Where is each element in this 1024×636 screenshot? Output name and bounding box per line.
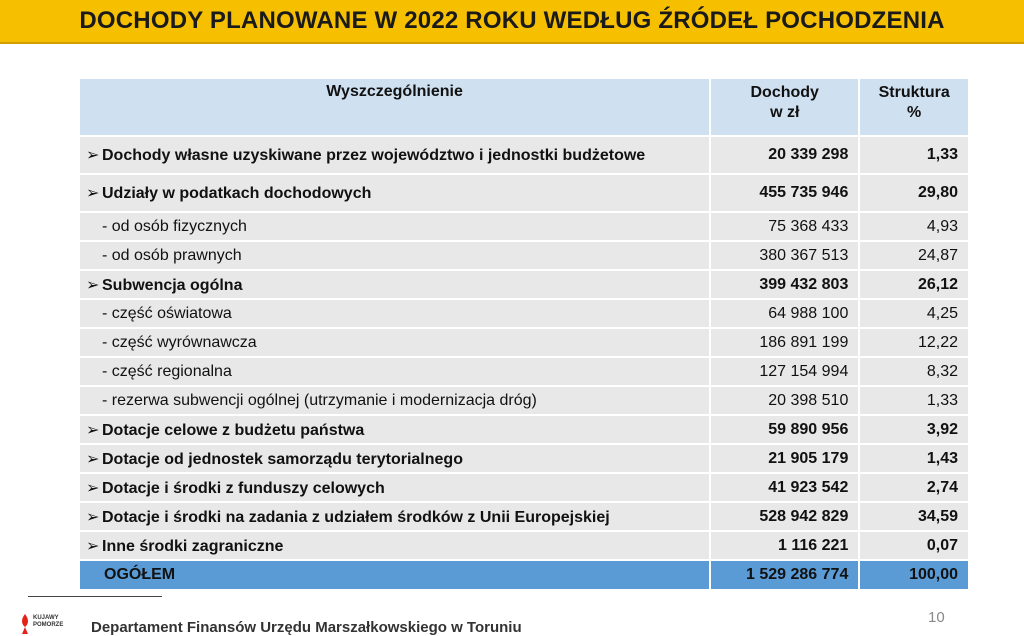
row-amount: 20 398 510 (710, 386, 859, 415)
table-row (80, 357, 969, 386)
table-row (80, 531, 969, 560)
row-share: 26,12 (859, 270, 969, 299)
footer-divider (28, 596, 162, 597)
table-row (80, 136, 969, 174)
header-amount-line2: w zł (770, 104, 800, 121)
bullet-arrow-icon: ➢ (86, 147, 100, 164)
bullet-arrow-icon: ➢ (86, 450, 100, 468)
header-share-line2: % (907, 104, 922, 121)
row-share: 12,22 (859, 328, 969, 357)
table-row (80, 502, 969, 531)
header-share (859, 79, 969, 136)
row-label: ➢ Dotacje i środki na zadania z udziałem środków z Unii Europejskiej (80, 502, 710, 531)
row-label: - od osób prawnych (80, 241, 710, 270)
row-share: 4,93 (859, 212, 969, 241)
header-share-line1: Struktura (878, 84, 950, 101)
row-amount: 127 154 994 (710, 357, 859, 386)
row-label: - od osób fizycznych (80, 212, 710, 241)
table-row (80, 174, 969, 212)
row-share: 3,92 (859, 415, 969, 444)
header-amount-line1: Dochody (750, 84, 819, 101)
table-row (80, 328, 969, 357)
logo-mark-icon (20, 614, 30, 634)
row-share: 8,32 (859, 357, 969, 386)
total-label: OGÓŁEM (80, 560, 710, 590)
row-label: ➢ Dochody własne uzyskiwane przez województwo i jednostki budżetowe (80, 136, 710, 174)
row-amount: 75 368 433 (710, 212, 859, 241)
row-label: - część wyrównawcza (80, 328, 710, 357)
header-amount (710, 79, 859, 136)
row-share: 2,74 (859, 473, 969, 502)
row-amount: 399 432 803 (710, 270, 859, 299)
bullet-arrow-icon: ➢ (86, 508, 100, 526)
row-share: 24,87 (859, 241, 969, 270)
total-amount: 1 529 286 774 (710, 560, 859, 590)
row-label: - część regionalna (80, 357, 710, 386)
row-amount: 41 923 542 (710, 473, 859, 502)
row-share: 29,80 (859, 174, 969, 212)
row-amount: 21 905 179 (710, 444, 859, 473)
table-header (80, 79, 969, 136)
row-amount: 455 735 946 (710, 174, 859, 212)
row-amount: 20 339 298 (710, 136, 859, 174)
title-bar (0, 0, 1024, 44)
row-amount: 528 942 829 (710, 502, 859, 531)
row-share: 1,33 (859, 136, 969, 174)
footer-department: Departament Finansów Urzędu Marszałkowskiego w Toruniu (91, 619, 522, 636)
income-table (80, 79, 970, 591)
bullet-arrow-icon: ➢ (86, 185, 100, 202)
logo-text: KUJAWY POMORZE (33, 615, 64, 628)
page-title: DOCHODY PLANOWANE W 2022 ROKU WEDŁUG ŹRÓDEŁ POCHODZENIA (79, 7, 945, 34)
page-number: 10 (928, 609, 945, 626)
table-row (80, 212, 969, 241)
kujawy-pomorze-logo (20, 612, 76, 636)
row-label: ➢ Dotacje celowe z budżetu państwa (80, 415, 710, 444)
table-row (80, 241, 969, 270)
bullet-arrow-icon: ➢ (86, 479, 100, 497)
total-share: 100,00 (859, 560, 969, 590)
total-row (80, 560, 969, 590)
row-label: ➢ Inne środki zagraniczne (80, 531, 710, 560)
table-row (80, 270, 969, 299)
row-amount: 186 891 199 (710, 328, 859, 357)
row-amount: 59 890 956 (710, 415, 859, 444)
row-label: - rezerwa subwencji ogólnej (utrzymanie i modernizacja dróg) (80, 386, 710, 415)
table-row (80, 473, 969, 502)
row-share: 1,33 (859, 386, 969, 415)
row-label: ➢ Dotacje i środki z funduszy celowych (80, 473, 710, 502)
table-row (80, 299, 969, 328)
row-label: ➢ Subwencja ogólna (80, 270, 710, 299)
row-amount: 64 988 100 (710, 299, 859, 328)
row-label: - część oświatowa (80, 299, 710, 328)
row-amount: 1 116 221 (710, 531, 859, 560)
bullet-arrow-icon: ➢ (86, 537, 100, 555)
row-label: ➢ Dotacje od jednostek samorządu terytorialnego (80, 444, 710, 473)
row-share: 34,59 (859, 502, 969, 531)
row-amount: 380 367 513 (710, 241, 859, 270)
table-row (80, 415, 969, 444)
table-row (80, 444, 969, 473)
row-share: 0,07 (859, 531, 969, 560)
header-description: Wyszczególnienie (80, 79, 710, 136)
row-label: ➢ Udziały w podatkach dochodowych (80, 174, 710, 212)
bullet-arrow-icon: ➢ (86, 276, 100, 294)
table-row (80, 386, 969, 415)
row-share: 1,43 (859, 444, 969, 473)
row-share: 4,25 (859, 299, 969, 328)
bullet-arrow-icon: ➢ (86, 421, 100, 439)
